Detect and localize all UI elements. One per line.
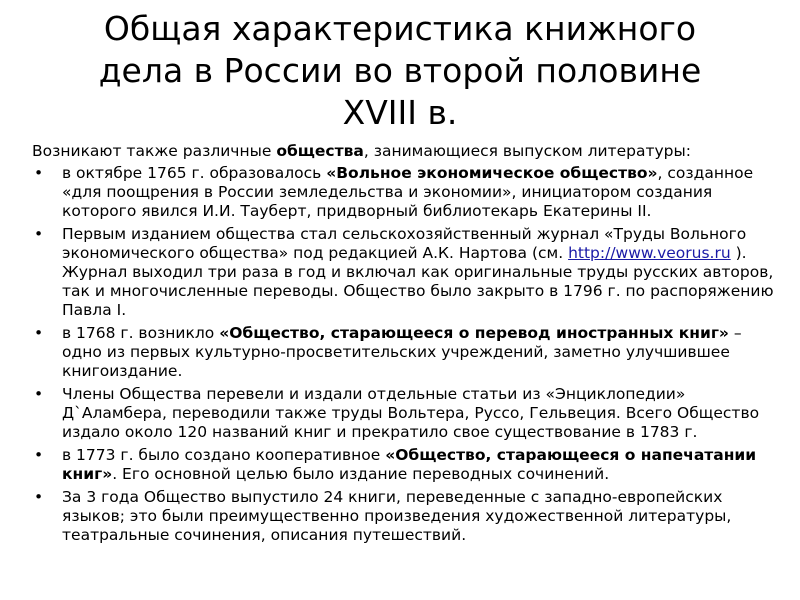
bullet-bold-text: «Вольное экономическое общество» bbox=[326, 164, 658, 182]
list-item bbox=[32, 324, 782, 381]
list-item bbox=[32, 385, 782, 442]
bullet-text: в октябре 1765 г. образовалось bbox=[62, 164, 327, 182]
list-item bbox=[32, 446, 782, 484]
bullet-text-end: . Его основной целью было издание переводных сочинений. bbox=[112, 465, 610, 483]
title-line-2: дела в России во второй половине bbox=[98, 51, 702, 90]
intro-text-end: , занимающиеся выпуском литературы: bbox=[363, 142, 691, 160]
bullet-text: Первым изданием общества стал сельскохозяйственный журнал «Труды Вольного экономического общества» под редакцией А.К. Нартова (см. bbox=[62, 225, 747, 262]
slide-title bbox=[20, 8, 780, 134]
list-item bbox=[32, 164, 782, 221]
veorus-link[interactable]: http://www.veorus.ru bbox=[568, 244, 731, 262]
bullet-text: в 1768 г. возникло bbox=[62, 324, 220, 342]
list-item bbox=[32, 488, 782, 545]
bullet-bold-text: «Общество, старающееся о перевод иностранных книг» bbox=[219, 324, 729, 342]
title-line-1: Общая характеристика книжного bbox=[103, 9, 697, 48]
list-item bbox=[32, 225, 782, 320]
title-line-3: XVIII в. bbox=[342, 93, 458, 132]
bullet-text-end: – одно из первых культурно-просветительских учреждений, заметно улучшившее книгоиздание. bbox=[62, 324, 742, 380]
bullet-text-end: , созданное «для поощрения в России земледельства и экономии», инициатором создания которого явился И.И. Тауберт, придворный библиотекарь Екатерины II. bbox=[62, 164, 754, 220]
bullet-text: в 1773 г. было создано кооперативное bbox=[62, 446, 386, 464]
intro-bold-text: общества bbox=[276, 142, 364, 160]
bullet-bold-text: «Общество, старающееся о напечатании книг» bbox=[62, 446, 757, 483]
intro-text: Возникают также различные bbox=[32, 142, 277, 160]
intro-paragraph bbox=[32, 142, 782, 161]
bullet-list bbox=[32, 164, 782, 549]
bullet-text: Члены Общества перевели и издали отдельные статьи из «Энциклопедии» Д`Аламбера, переводили также труды Вольтера, Руссо, Гельвеция. Всего Общество издало около 120 названий книг и прекратило свое существование в 1783 г. bbox=[62, 385, 760, 441]
bullet-text-end: ). Журнал выходил три раза в год и включал как оригинальные труды русских авторов, так и многочисленные переводы. Общество было закрыто в 1796 г. по распоряжению Павла I. bbox=[62, 244, 774, 319]
bullet-text: За 3 года Общество выпустило 24 книги, переведенные с западно-европейских языков; это были преимущественно произведения художественной литературы, театральные сочинения, описания путешествий. bbox=[62, 488, 732, 544]
